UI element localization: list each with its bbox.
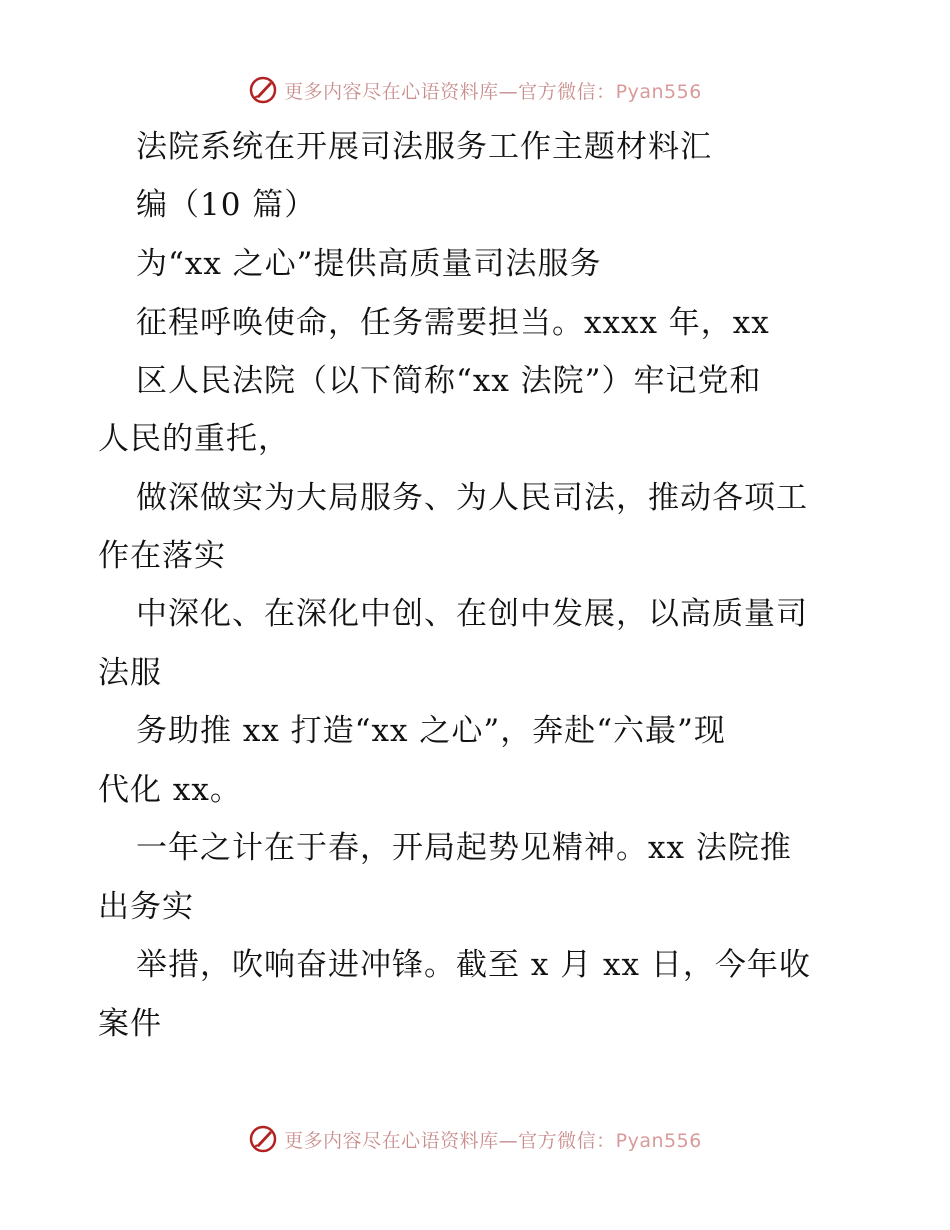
paragraph-line: 一年之计在于春，开局起势见精神。xx 法院推	[136, 830, 792, 866]
header-watermark	[0, 73, 950, 107]
quill-logo-icon	[248, 75, 278, 105]
watermark-wechat-id: Pyan556	[615, 1129, 702, 1152]
footer-watermark	[0, 1122, 950, 1156]
watermark-wechat-id: Pyan556	[615, 80, 702, 103]
paragraph-line: 人民的重托，	[98, 421, 290, 457]
paragraph-line: 出务实	[98, 889, 194, 925]
watermark-text: 更多内容尽在心语资料库—官方微信：	[284, 80, 616, 103]
paragraph-line: 中深化、在深化中创、在创中发展，以高质量司	[136, 596, 808, 632]
paragraph-line: 区人民法院（以下简称“xx 法院”）牢记党和	[136, 363, 762, 399]
paragraph-line: 务助推 xx 打造“xx 之心”，奔赴“六最”现	[136, 713, 726, 749]
doc-title-line-1: 法院系统在开展司法服务工作主题材料汇	[136, 129, 712, 165]
doc-title-line-2: 编（10 篇）	[136, 187, 317, 223]
paragraph-line: 作在落实	[98, 538, 226, 574]
paragraph-line: 举措，吹响奋进冲锋。截至 x 月 xx 日，今年收	[136, 947, 811, 983]
paragraph-line: 法服	[98, 655, 162, 691]
paragraph-line: 做深做实为大局服务、为人民司法，推动各项工	[136, 480, 808, 516]
paragraph-line: 案件	[98, 1006, 162, 1042]
quill-logo-icon	[248, 1124, 278, 1154]
paragraph-line: 代化 xx。	[98, 772, 242, 808]
doc-subtitle: 为“xx 之心”提供高质量司法服务	[136, 246, 602, 282]
paragraph-line: 征程呼唤使命，任务需要担当。xxxx 年，xx	[136, 305, 770, 341]
watermark-text: 更多内容尽在心语资料库—官方微信：	[284, 1129, 616, 1152]
